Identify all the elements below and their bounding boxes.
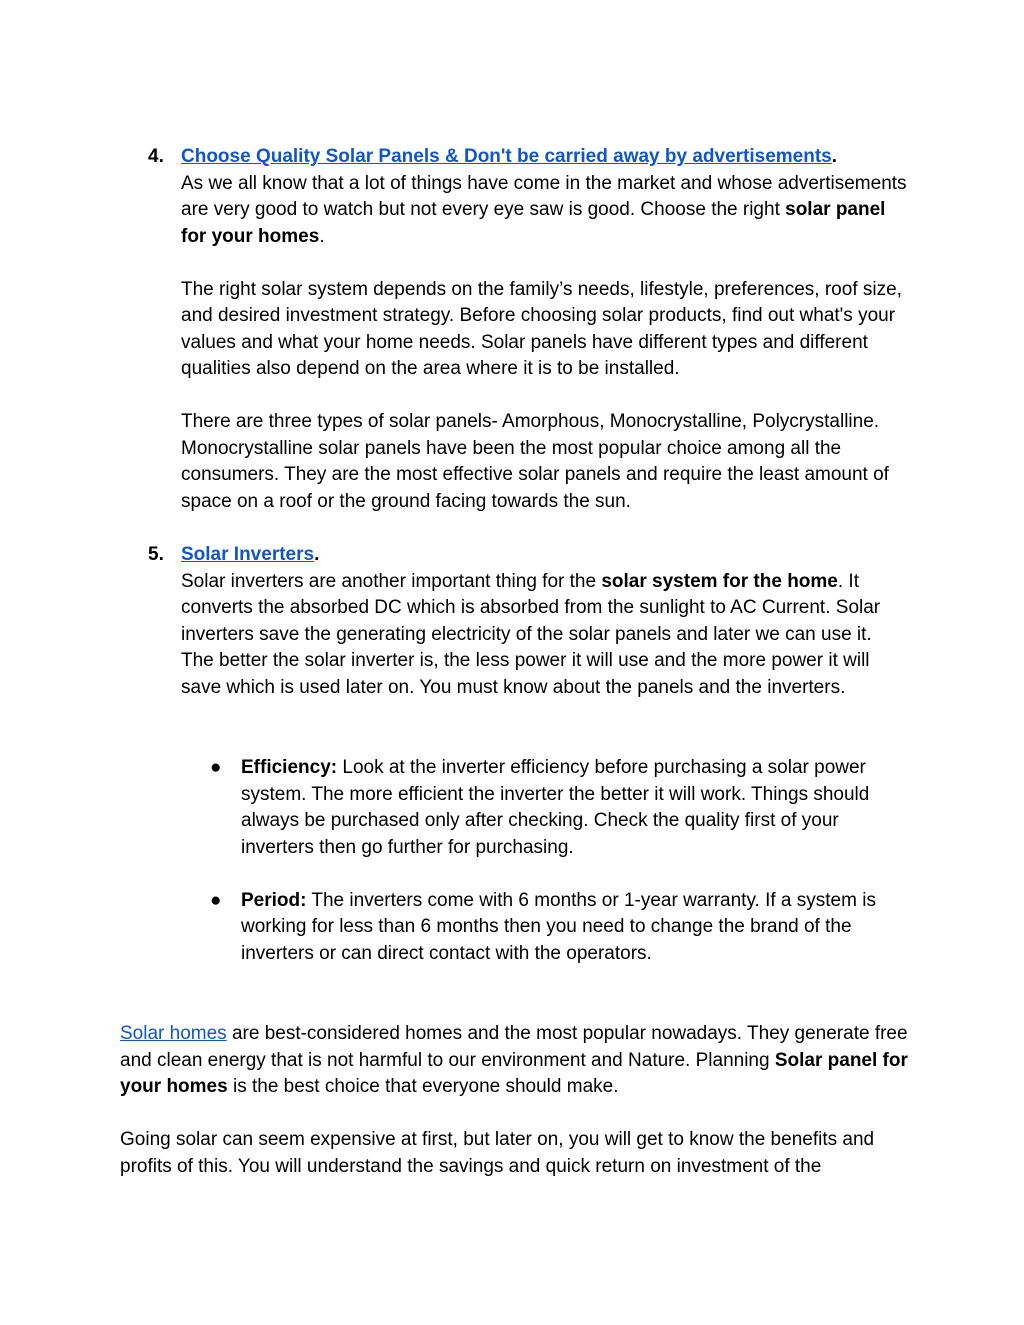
paragraph-end: . It converts the absorbed DC which is absorbed from the sunlight to AC Current. Solar inverters save the generating electricity of the solar panels and later we can use it. The better the solar inverter is, the less power it will use and the more power it will save which is used later on. You must know about the panels and the inverters. [181,570,881,698]
heading-period: . [314,544,320,565]
list-number: 4. [148,146,164,167]
bullet-text: Look at the inverter efficiency before purchasing a solar power system. The more efficient the inverter the better it will work. Things should always be purchased only after checking. Check the quality first of your inverters then go further for purchasing. [241,757,870,858]
paragraph-text: As we all know that a lot of things have come in the market and whose advertisements are very good to watch but not every eye saw is good. Choose the right [181,172,907,220]
bullet-list [210,755,910,967]
list-item-body [181,144,908,515]
heading-period: . [831,146,838,167]
item-paragraph [181,171,908,251]
bullet-text: The inverters come with 6 months or 1-year warranty. If a system is working for less than 6 months then you need to change the brand of the inverters or can direct contact with the operators. [241,889,876,964]
bullet-dot-icon: ● [210,757,222,778]
item-paragraph: The right solar system depends on the family’s needs, lifestyle, preferences, roof size, and desired investment strategy. Before choosing solar products, find out what's your values and what your home needs. Solar panels have different types and different qualities also depend on the area where it is to be installed. [181,278,902,379]
paragraph-end: is the best choice that everyone should make. [227,1076,619,1097]
list-item-body [181,542,908,701]
closing-paragraph: Going solar can seem expensive at first, but later on, you will get to know the benefits and profits of this. You will understand the savings and quick return on investment of the [120,1129,875,1177]
item-heading [181,542,908,569]
list-number: 5. [148,544,164,565]
item-paragraph: There are three types of solar panels- Amorphous, Monocrystalline, Polycrystalline. Monocrystalline solar panels have been the most popular choice among all the consumers. They are the most effective solar panels and require the least amount of space on a roof or the ground facing towards the sun. [181,411,889,512]
bullet-dot-icon: ● [210,889,222,911]
bullet-item-period [210,888,910,968]
closing-paragraph [120,1021,910,1101]
bold-phrase: Solar panel for your homes [120,1049,908,1097]
paragraph-text: Solar inverters are another important thing for the [181,570,602,592]
list-item-4 [148,144,908,515]
bold-phrase: solar panel for your homes [181,199,886,247]
solar-inverters-link[interactable]: Solar Inverters [181,544,315,565]
paragraph-text: are best-considered homes and the most popular nowadays. They generate free and clean energy that is not harmful to our environment and Nature. Planning [120,1023,908,1071]
closing-section [120,1021,910,1180]
bullet-label: Period: [241,889,307,911]
item-heading [181,144,908,171]
item-paragraph [181,569,908,702]
paragraph-end: . [319,225,325,247]
bullet-label: Efficiency: [241,757,338,778]
choose-quality-solar-panels-link[interactable]: Choose Quality Solar Panels & Don't be carried away by advertisements [181,146,832,167]
bold-phrase: solar system for the home [601,570,838,592]
list-item-5 [148,542,908,701]
solar-homes-link[interactable]: Solar homes [120,1023,227,1044]
bullet-item-efficiency [210,755,910,861]
